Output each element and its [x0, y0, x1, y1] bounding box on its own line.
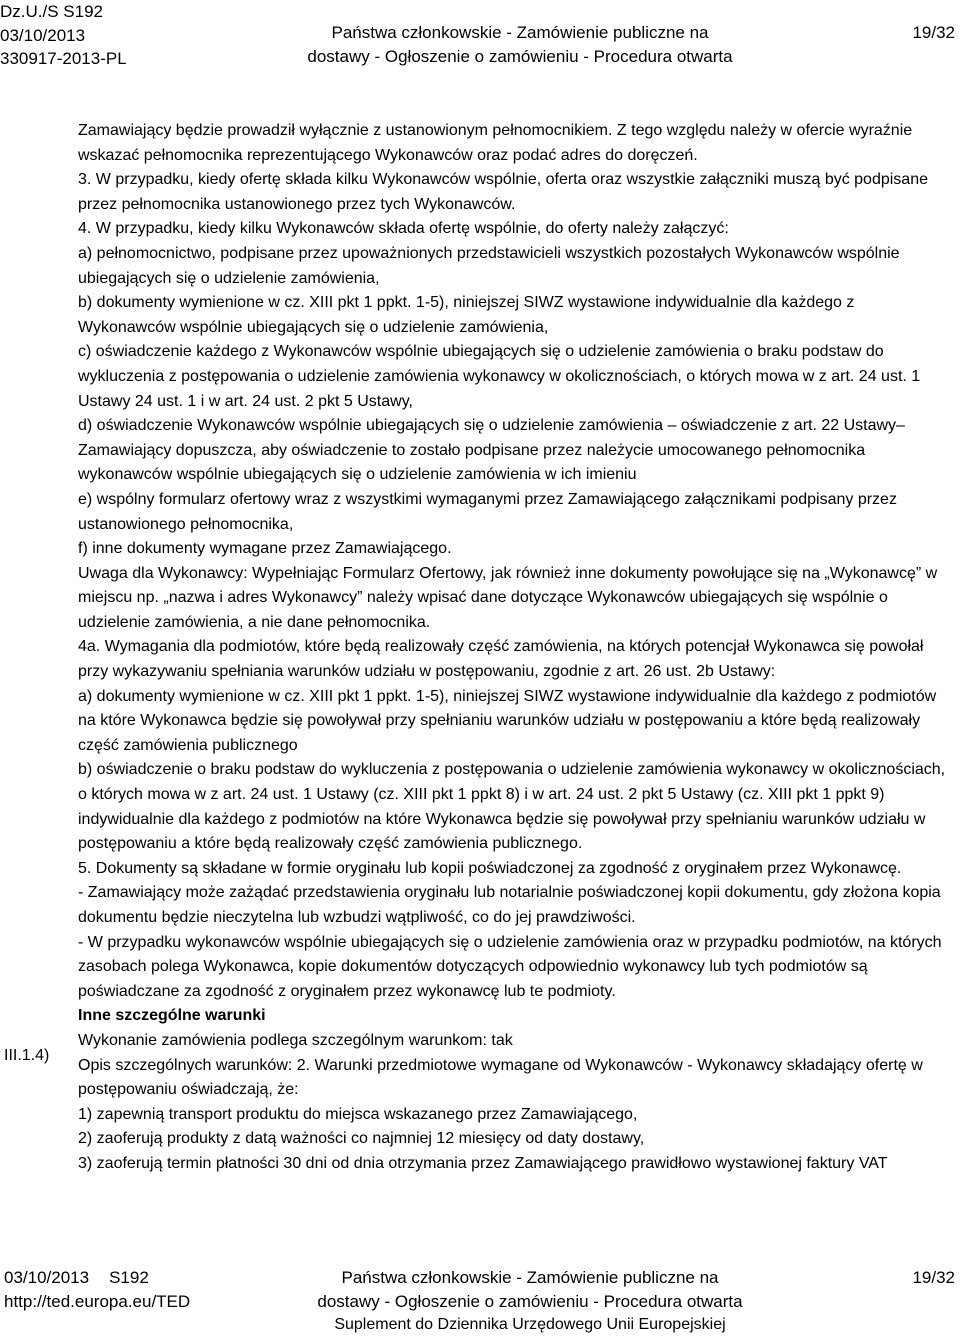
- paragraph: d) oświadczenie Wykonawców wspólnie ubiegających się o udzielenie zamówienia – oświadczenie z art. 22 Ustawy– Zamawiający dopuszcza, aby oświadczenie to zostało podpisane przez należycie umocowanego pełnomocnika wykonawców wspólnie ubiegających się o udzielenie zamówienia w ich imieniu: [78, 417, 905, 484]
- footer-supplement: Suplement do Dziennika Urzędowego Unii Europejskiej: [334, 1316, 726, 1333]
- paragraph: a) pełnomocnictwo, podpisane przez upoważnionych przedstawicieli wszystkich pozostałych Wykonawców wspólnie ubiegających się o udzielenie zamówienia,: [78, 244, 900, 287]
- paragraph: Wykonanie zamówienia podlega szczególnym warunkom: tak: [78, 1031, 513, 1049]
- section-number: III.1.4): [4, 1047, 50, 1064]
- paragraph: Uwaga dla Wykonawcy: Wypełniając Formularz Ofertowy, jak również inne dokumenty powołujące się na „Wykonawcę” w miejscu np. „nazwa i adres Wykonawcy” należy wpisać dane dotyczące Wykonawców ubiegających się wspólnie o udzielenie zamówienia, a nie dane pełnomocnika.: [78, 564, 938, 631]
- header-date: 03/10/2013: [0, 25, 86, 45]
- paragraph: 4a. Wymagania dla podmiotów, które będą realizowały część zamówienia, na których potencjał Wykonawca się powołał przy wykazywaniu spełniania warunków udziału w postępowaniu, zgodnie z art. 26 ust. 2b Ustawy:: [78, 638, 924, 681]
- paragraph: b) dokumenty wymienione w cz. XIII pkt 1 ppkt. 1-5), niniejszej SIWZ wystawione indywidualnie dla każdego z Wykonawców wspólnie ubiegających się o udzielenie zamówienia,: [78, 294, 855, 336]
- notice-id: 330917-2013-PL: [0, 49, 127, 68]
- section-heading: Inne szczególne warunki: [78, 1007, 266, 1025]
- header-title-line1: Państwa członkowskie - Zamówienie publiczne na: [331, 23, 709, 42]
- paragraph: b) oświadczenie o braku podstaw do wykluczenia z postępowania o udzielenie zamówienia wykonawcy w okolicznościach, o których mowa w z art. 24 ust. 1 Ustawy (cz. XIII pkt 1 ppkt 8) i w art. 24 ust. 2 pkt 5 Ustawy (cz. XIII pkt 1 ppkt 9) indywidualnie dla każdego z podmiotów na które Wykonawca będzie się powoływał przy spełnianiu warunków udziału w postępowaniu a które będą realizowały część zamówienia publicznego.: [78, 761, 946, 853]
- footer-title: [250, 1266, 810, 1337]
- paragraph: 3) zaoferują termin płatności 30 dni od dnia otrzymania przez Zamawiającego prawidłowo wystawionej faktury VAT: [78, 1154, 888, 1172]
- footer-date: 03/10/2013: [4, 1268, 90, 1287]
- paragraph: 1) zapewnią transport produktu do miejsca wskazanego przez Zamawiającego,: [78, 1105, 638, 1123]
- footer-series: S192: [109, 1268, 149, 1287]
- paragraph: - W przypadku wykonawców wspólnie ubiegających się o udzielenie zamówienia oraz w przypadku podmiotów, na których zasobach polega Wykonawca, kopie dokumentów dotyczących odpowiednio wykonawcy lub tych podmiotów są poświadczane za zgodność z oryginałem przez wykonawcę lub te podmioty.: [78, 933, 942, 1000]
- paragraph: - Zamawiający może zażądać przedstawienia oryginału lub notarialnie poświadczonej kopii dokumentu, gdy złożona kopia dokumentu będzie nieczytelna lub wzbudzi wątpliwość, co do jej prawdziwości.: [78, 884, 941, 926]
- paragraph: c) oświadczenie każdego z Wykonawców wspólnie ubiegających się o udzielenie zamówienia o braku podstaw do wykluczenia z postępowania o udzielenie zamówienia wykonawcy w okolicznościach, o których mowa w z art. 24 ust. 1 Ustawy 24 ust. 1 i w art. 24 ust. 2 pkt 5 Ustawy,: [78, 343, 921, 410]
- paragraph: a) dokumenty wymienione w cz. XIII pkt 1 ppkt. 1-5), niniejszej SIWZ wystawione indywidualnie dla każdego z podmiotów na które Wykonawca będzie się powoływał przy spełnianiu warunków udziału w postępowaniu a które będą realizowały część zamówienia publicznego: [78, 687, 937, 754]
- header-title: [290, 21, 750, 68]
- header-title-line2: dostawy - Ogłoszenie o zamówieniu - Procedura otwarta: [307, 46, 733, 66]
- footer-title-line1: Państwa członkowskie - Zamówienie publiczne na: [341, 1268, 719, 1287]
- paragraph: Zamawiający będzie prowadził wyłącznie z ustanowionym pełnomocnikiem. Z tego względu należy w ofercie wyraźnie wskazać pełnomocnika reprezentującego Wykonawców oraz podać adres do doręczeń.: [78, 122, 913, 164]
- footer-page-number: 19/32: [912, 1268, 955, 1287]
- header-page-number: 19/32: [912, 23, 955, 42]
- footer-left: [4, 1266, 190, 1313]
- journal-reference: Dz.U./S S192: [0, 2, 103, 21]
- header-left: [0, 0, 180, 71]
- paragraph: 2) zaoferują produkty z datą ważności co najmniej 12 miesięcy od daty dostawy,: [78, 1130, 645, 1148]
- paragraph: 3. W przypadku, kiedy ofertę składa kilku Wykonawców wspólnie, oferta oraz wszystkie załączniki muszą być podpisane przez pełnomocnika ustanowionego przez tych Wykonawców.: [78, 171, 928, 213]
- paragraph: 5. Dokumenty są składane w formie oryginału lub kopii poświadczonej za zgodność z oryginałem przez Wykonawcę.: [78, 859, 902, 877]
- document-body: [78, 119, 948, 1177]
- paragraph: Opis szczególnych warunków: 2. Warunki przedmiotowe wymagane od Wykonawców - Wykonawcy składający ofertę w postępowaniu oświadczają, że:: [78, 1056, 923, 1099]
- footer-title-line2: dostawy - Ogłoszenie o zamówieniu - Procedura otwarta: [317, 1291, 743, 1311]
- footer-url[interactable]: http://ted.europa.eu/TED: [4, 1291, 191, 1311]
- paragraph: e) wspólny formularz ofertowy wraz z wszystkimi wymaganymi przez Zamawiającego załącznikami podpisany przez ustanowionego pełnomocnika,: [78, 490, 897, 533]
- paragraph: f) inne dokumenty wymagane przez Zamawiającego.: [78, 540, 452, 558]
- paragraph: 4. W przypadku, kiedy kilku Wykonawców składa ofertę wspólnie, do oferty należy załączyć:: [78, 220, 729, 238]
